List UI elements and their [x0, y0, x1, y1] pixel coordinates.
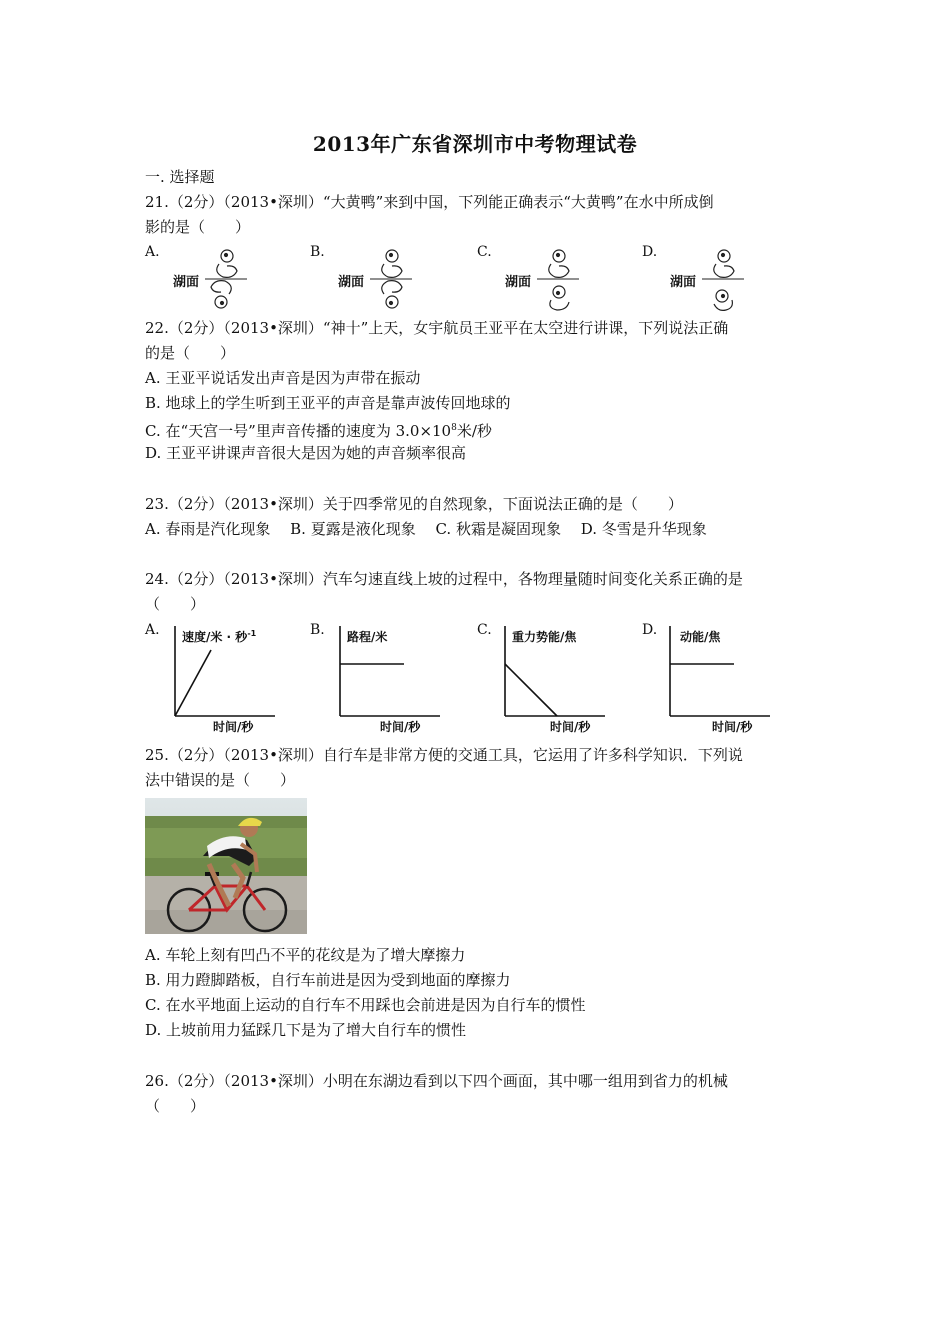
q21-option-c-duck-figure — [537, 244, 579, 314]
q21-option-c-letter[interactable]: C. — [477, 244, 492, 260]
q24-option-c-ylabel: 重力势能/焦 — [512, 630, 577, 644]
q25-option-d[interactable]: D. 上坡前用力猛踩几下是为了增大自行车的惯性 — [145, 1021, 467, 1039]
q22-option-b[interactable]: B. 地球上的学生听到王亚平的声音是靠声波传回地球的 — [145, 394, 511, 412]
q25-option-a[interactable]: A. 车轮上刻有凹凸不平的花纹是为了增大摩擦力 — [145, 946, 466, 964]
q24-option-b-letter[interactable]: B. — [310, 622, 325, 638]
q22-option-c-text: C. 在“天宫一号”里声音传播的速度为 3.0×10 — [145, 422, 452, 440]
duck-icon — [217, 250, 237, 277]
q21-option-d-duck-figure — [702, 244, 744, 314]
duck-icon — [382, 250, 402, 277]
q24-option-a-ylabel: 速度/米 · 秒$^{-1}$ — [182, 629, 257, 644]
q22-option-c[interactable] — [145, 418, 492, 441]
q21-option-b-lake-label: 湖面 — [338, 275, 365, 290]
q24-option-d-letter[interactable]: D. — [642, 622, 658, 638]
q21-stem-line2: 影的是（ ） — [145, 218, 251, 236]
q24-stem-line2: （ ） — [145, 595, 206, 613]
q21-option-a-duck-figure — [205, 244, 247, 314]
q21-option-a-lake-label: 湖面 — [173, 275, 200, 290]
q24-option-b-xlabel: 时间/秒 — [380, 720, 421, 734]
q22-option-c-unit: 米/秒 — [456, 422, 492, 440]
q23-options[interactable]: A. 春雨是汽化现象 B. 夏露是液化现象 C. 秋霜是凝固现象 D. 冬雪是升华现象 — [145, 520, 707, 538]
cyclist-photo — [145, 798, 307, 934]
duck-icon — [714, 250, 734, 277]
duck-reflection-icon — [382, 281, 402, 308]
q22-stem-line1: 22.（2分）（2013•深圳）“神十”上天，女宇航员王亚平在太空进行讲课，下列说法正确 — [145, 319, 729, 337]
q25-stem-line1: 25.（2分）（2013•深圳）自行车是非常方便的交通工具，它运用了许多科学知识．下列说 — [145, 746, 743, 764]
q21-option-d-lake-label: 湖面 — [670, 275, 697, 290]
q21-option-c-lake-label: 湖面 — [505, 275, 532, 290]
q25-option-b[interactable]: B. 用力蹬脚踏板，自行车前进是因为受到地面的摩擦力 — [145, 971, 511, 989]
q25-option-c[interactable]: C. 在水平地面上运动的自行车不用踩也会前进是因为自行车的惯性 — [145, 996, 586, 1014]
duck-icon — [549, 250, 569, 277]
q25-stem-line2: 法中错误的是（ ） — [145, 771, 296, 789]
q21-option-d-letter[interactable]: D. — [642, 244, 658, 260]
q22-option-a[interactable]: A. 王亚平说话发出声音是因为声带在振动 — [145, 369, 421, 387]
q22-option-d[interactable]: D. 王亚平讲课声音很大是因为她的声音频率很高 — [145, 444, 467, 462]
q24-option-c-xlabel: 时间/秒 — [550, 720, 591, 734]
q26-stem-line2: （ ） — [145, 1097, 206, 1115]
q22-option-c-exponent: 8 — [451, 423, 457, 433]
q21-option-b-letter[interactable]: B. — [310, 244, 325, 260]
section-heading: 一. 选择题 — [145, 168, 215, 186]
q24-option-c-letter[interactable]: C. — [477, 622, 492, 638]
q24-option-d-xlabel: 时间/秒 — [712, 720, 753, 734]
q26-stem-line1: 26.（2分）（2013•深圳）小明在东湖边看到以下四个画面，其中哪一组用到省力的机械 — [145, 1072, 728, 1090]
q21-option-b-duck-figure — [370, 244, 412, 314]
q24-option-a-letter[interactable]: A. — [145, 622, 160, 638]
q24-option-b-ylabel: 路程/米 — [347, 630, 388, 644]
q21-option-a-letter[interactable]: A. — [145, 244, 160, 260]
q24-option-d-ylabel: 动能/焦 — [680, 630, 721, 644]
q21-stem-line1: 21.（2分）（2013•深圳）“大黄鸭”来到中国，下列能正确表示“大黄鸭”在水中所成倒 — [145, 193, 714, 211]
duck-reflection-icon — [550, 286, 569, 310]
duck-reflection-icon — [714, 290, 732, 310]
q24-stem-line1: 24.（2分）（2013•深圳）汽车匀速直线上坡的过程中，各物理量随时间变化关系正确的是 — [145, 570, 743, 588]
q24-option-a-xlabel: 时间/秒 — [213, 720, 254, 734]
page-title: 2013年广东省深圳市中考物理试卷 — [312, 132, 638, 156]
q23-stem: 23.（2分）（2013•深圳）关于四季常见的自然现象，下面说法正确的是（ ） — [145, 495, 683, 513]
duck-reflection-icon — [211, 281, 231, 308]
q22-stem-line2: 的是（ ） — [145, 344, 236, 362]
